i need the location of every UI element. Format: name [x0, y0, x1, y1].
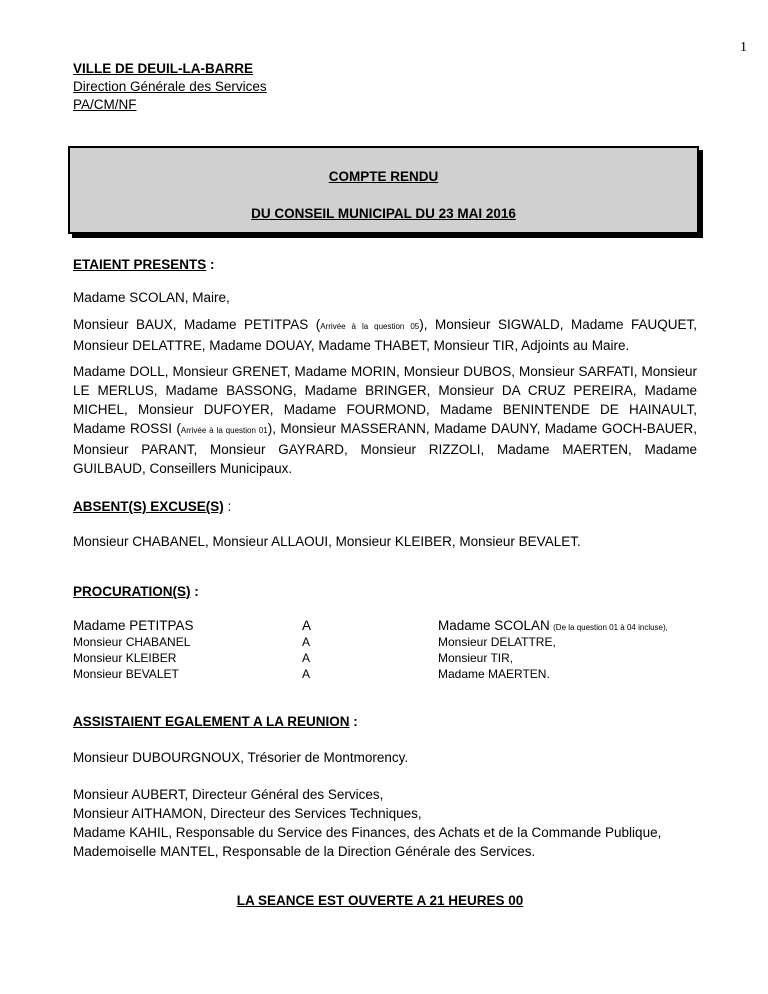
- tresorier-line: Monsieur DUBOURGNOUX, Trésorier de Montmorency.: [73, 750, 409, 765]
- staff-line: Monsieur AUBERT, Directeur Général des Services,: [73, 787, 384, 802]
- procuration-from: Monsieur CHABANEL: [73, 635, 191, 649]
- page-number: 1: [740, 40, 747, 55]
- maire-line: Madame SCOLAN, Maire,: [73, 290, 230, 305]
- conseillers-paragraph: Madame DOLL, Monsieur GRENET, Madame MORIN, Monsieur DUBOS, Monsieur SARFATI, Monsieur LE MERLUS, Madame BASSONG, Madame BRINGER, Monsieur DA CRUZ PEREIRA, Madame MICHEL, Monsieur DUFOYER, Madame FOURMOND, Madame BENINTENDE DE HAINAULT, Madame ROSSI (Arrivée à la question 01), Monsieur MASSERANN, Madame DAUNY, Madame GOCH-BAUER, Monsieur PARANT, Monsieur GAYRARD, Monsieur RIZZOLI, Madame MAERTEN, Madame GUILBAUD, Conseillers Municipaux.: [73, 364, 697, 476]
- procuration-separator: A: [302, 618, 312, 633]
- title-line-1: COMPTE RENDU: [328, 169, 439, 184]
- title-box: [68, 146, 699, 234]
- absents-heading: ABSENT(S) EXCUSE(S) :: [73, 499, 232, 514]
- adjoints-paragraph: Monsieur BAUX, Madame PETITPAS (Arrivée à la question 05), Monsieur SIGWALD, Madame FAUQUET, Monsieur DELATTRE, Madame DOUAY, Madame THABET, Monsieur TIR, Adjoints au Maire.: [73, 317, 697, 353]
- procuration-from: Monsieur KLEIBER: [73, 651, 177, 665]
- procuration-separator: A: [302, 651, 311, 665]
- letterhead: [73, 60, 267, 114]
- arrival-note: Arrivée à la question 01: [180, 426, 268, 435]
- procuration-to: Monsieur DELATTRE,: [438, 635, 556, 649]
- assistaient-heading: ASSISTAIENT EGALEMENT A LA REUNION :: [73, 714, 358, 729]
- procurations-heading: PROCURATION(S) :: [73, 584, 199, 599]
- direction-name: Direction Générale des Services: [73, 79, 267, 94]
- procuration-separator: A: [302, 667, 311, 681]
- procuration-to: Monsieur TIR,: [438, 651, 514, 665]
- presents-heading: ETAIENT PRESENTS :: [73, 257, 215, 272]
- reference: PA/CM/NF: [73, 97, 137, 112]
- closing-line: LA SEANCE EST OUVERTE A 21 HEURES 00: [236, 893, 524, 908]
- staff-line: Mademoiselle MANTEL, Responsable de la Direction Générale des Services.: [73, 844, 536, 859]
- procuration-separator: A: [302, 635, 311, 649]
- procuration-from: Madame PETITPAS: [73, 618, 194, 633]
- procuration-to: Madame MAERTEN.: [438, 667, 550, 681]
- procuration-to: Madame SCOLAN (De la question 01 à 04 incluse),: [438, 618, 668, 633]
- title-line-2: DU CONSEIL MUNICIPAL DU 23 MAI 2016: [251, 206, 516, 221]
- absents-list: Monsieur CHABANEL, Monsieur ALLAOUI, Monsieur KLEIBER, Monsieur BEVALET.: [73, 534, 581, 549]
- presents-heading-text: ETAIENT PRESENTS: [73, 257, 207, 272]
- staff-line: Madame KAHIL, Responsable du Service des Finances, des Achats et de la Commande Publique,: [73, 825, 662, 840]
- city-name: VILLE DE DEUIL-LA-BARRE: [73, 61, 253, 76]
- arrival-note: Arrivée à la question 05: [320, 322, 420, 331]
- procuration-from: Monsieur BEVALET: [73, 667, 179, 681]
- staff-line: Monsieur AITHAMON, Directeur des Services Techniques,: [73, 806, 422, 821]
- staff-list: [73, 785, 697, 861]
